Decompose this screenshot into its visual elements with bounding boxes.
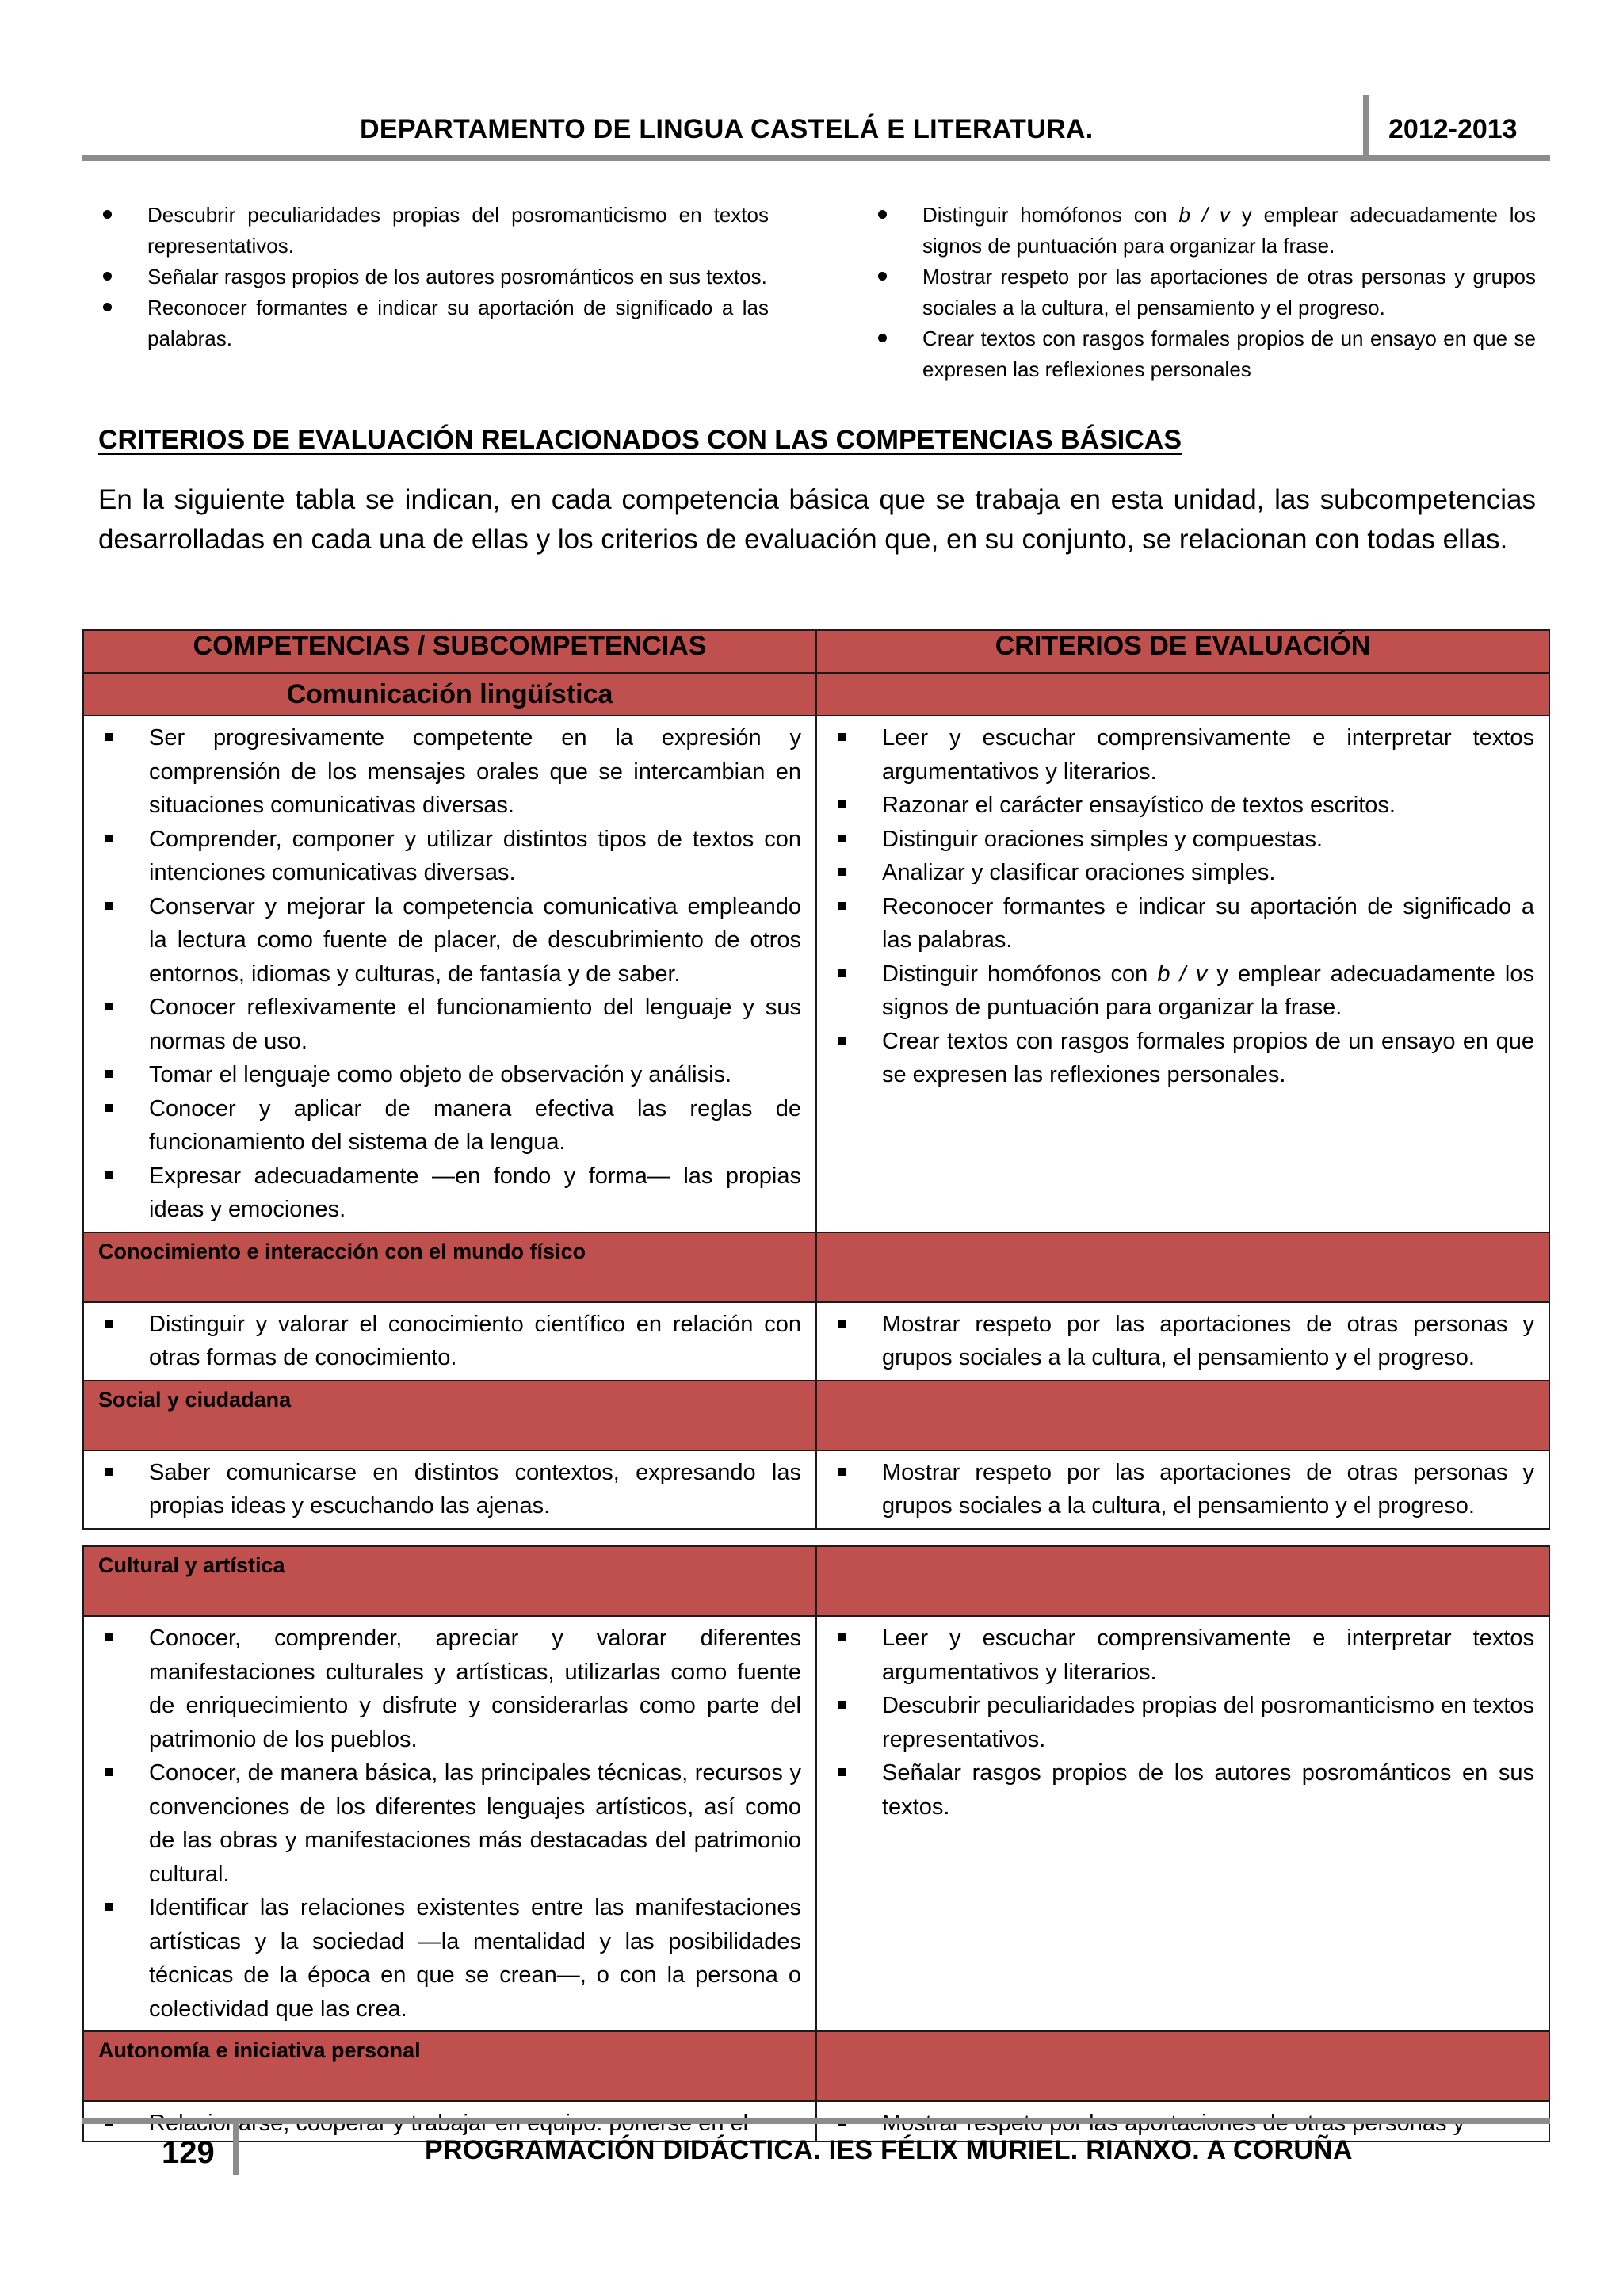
- table-row: [83, 1232, 1549, 1302]
- list-item: Saber comunicarse en distintos contextos, expresando las propias ideas y escuchando las ajenas.: [84, 1456, 801, 1523]
- table-row: [83, 2031, 1549, 2101]
- criterios-cell: [816, 716, 1549, 1232]
- list-item: Distinguir oraciones simples y compuestas.: [817, 823, 1534, 857]
- competencia-label: Comunicación lingüística: [83, 673, 816, 716]
- list-item: Reconocer formantes e indicar su aportación de significado a las palabras.: [817, 890, 1534, 957]
- department-title: DEPARTAMENTO DE LINGUA CASTELÁ E LITERATURA.: [360, 114, 1094, 144]
- table-row: [83, 1302, 1549, 1381]
- list-item: Crear textos con rasgos formales propios de un ensayo en que se expresen las reflexiones personales.: [817, 1025, 1534, 1092]
- criterios-cell: [816, 1450, 1549, 1529]
- col-header-competencias: COMPETENCIAS / SUBCOMPETENCIAS: [83, 630, 816, 673]
- list-item: Leer y escuchar comprensivamente e interpretar textos argumentativos y literarios.: [817, 1622, 1534, 1689]
- table-row: [83, 1546, 1549, 1616]
- list-item: Conocer, de manera básica, las principales técnicas, recursos y convenciones de los diferentes lenguajes artísticos, así como de las obras y manifestaciones más destacadas del patrimonio cultural.: [84, 1756, 801, 1891]
- list-item: Distinguir homófonos con b / v y emplear adecuadamente los signos de puntuación para organizar la frase.: [857, 200, 1536, 262]
- header-rule: [82, 155, 1550, 161]
- list-item: Reconocer formantes e indicar su aportación de significado a las palabras.: [82, 292, 769, 354]
- subcompetencias-cell: [83, 1616, 816, 2031]
- list-item: Tomar el lenguaje como objeto de observación y análisis.: [84, 1058, 801, 1092]
- empty-cell: [816, 2031, 1549, 2101]
- list-item: Conocer y aplicar de manera efectiva las reglas de funcionamiento del sistema de la lengua.: [84, 1092, 801, 1159]
- school-year: 2012-2013: [1388, 114, 1518, 144]
- competencias-table-continued: [82, 1545, 1550, 2142]
- list-item: Mostrar respeto por las aportaciones de otras personas y grupos sociales a la cultura, el pensamiento y el progreso.: [857, 262, 1536, 323]
- list-item: Señalar rasgos propios de los autores posrománticos en sus textos.: [82, 262, 769, 292]
- list-item: Leer y escuchar comprensivamente e interpretar textos argumentativos y literarios.: [817, 721, 1534, 789]
- section-title: CRITERIOS DE EVALUACIÓN RELACIONADOS CON LAS COMPETENCIAS BÁSICAS: [98, 425, 1182, 455]
- list-item: Distinguir homófonos con b / v y emplear adecuadamente los signos de puntuación para organizar la frase.: [817, 957, 1534, 1025]
- list-item: Ser progresivamente competente en la expresión y comprensión de los mensajes orales que se intercambian en situaciones comunicativas diversas.: [84, 721, 801, 823]
- footer-divider: [233, 2124, 239, 2175]
- list-item: Conocer reflexivamente el funcionamiento del lenguaje y sus normas de uso.: [84, 991, 801, 1058]
- subcompetencias-cell: [83, 1302, 816, 1381]
- list-item: Distinguir y valorar el conocimiento científico en relación con otras formas de conocimiento.: [84, 1308, 801, 1375]
- list-item: Descubrir peculiaridades propias del posromanticismo en textos representativos.: [82, 200, 769, 262]
- list-item: Mostrar respeto por las aportaciones de otras personas y grupos sociales a la cultura, el pensamiento y el progreso.: [817, 1456, 1534, 1523]
- competencia-label: Autonomía e iniciativa personal: [83, 2031, 816, 2101]
- competencia-label: Conocimiento e interacción con el mundo físico: [83, 1232, 816, 1302]
- table-row: [83, 1381, 1549, 1450]
- subcompetencias-cell: [83, 1450, 816, 1529]
- list-item: Razonar el carácter ensayístico de textos escritos.: [817, 789, 1534, 823]
- list-item: Identificar las relaciones existentes entre las manifestaciones artísticas y la sociedad —la mentalidad y las posibilidades técnicas de la época en que se crean—, o con la persona o colectividad que las crea.: [84, 1891, 801, 2026]
- list-item: Conservar y mejorar la competencia comunicativa empleando la lectura como fuente de placer, de descubrimiento de otros entornos, idiomas y culturas, de fantasía y de saber.: [84, 890, 801, 991]
- list-item: Crear textos con rasgos formales propios de un ensayo en que se expresen las reflexiones personales: [857, 323, 1536, 385]
- page-number: 129: [162, 2135, 215, 2170]
- intro-paragraph: En la siguiente tabla se indican, en cada competencia básica que se trabaja en esta unidad, las subcompetencias desarrolladas en cada una de ellas y los criterios de evaluación que, en su conjunto, se relacionan con todas ellas.: [98, 484, 1536, 555]
- page-header: [82, 95, 1550, 160]
- competencia-label: Cultural y artística: [83, 1546, 816, 1616]
- objectives-left-column: [82, 200, 769, 354]
- header-divider: [1363, 95, 1369, 159]
- table-row: [83, 716, 1549, 1232]
- table-header-row: [83, 630, 1549, 673]
- list-item: Mostrar respeto por las aportaciones de otras personas y grupos sociales a la cultura, el pensamiento y el progreso.: [817, 1308, 1534, 1375]
- criterios-cell: [816, 1616, 1549, 2031]
- empty-cell: [816, 673, 1549, 716]
- table-row: [83, 1450, 1549, 1529]
- subcompetencias-cell: [83, 716, 816, 1232]
- footer-rule: [82, 2118, 1550, 2124]
- col-header-criterios: CRITERIOS DE EVALUACIÓN: [816, 630, 1549, 673]
- empty-cell: [816, 1232, 1549, 1302]
- list-item: Comprender, componer y utilizar distintos tipos de textos con intenciones comunicativas diversas.: [84, 823, 801, 890]
- competencia-label: Social y ciudadana: [83, 1381, 816, 1450]
- table-row: [83, 673, 1549, 716]
- footer-text: PROGRAMACIÓN DIDÁCTICA. IES FÉLIX MURIEL. RIANXO. A CORUÑA: [425, 2135, 1353, 2165]
- list-item: Descubrir peculiaridades propias del posromanticismo en textos representativos.: [817, 1689, 1534, 1756]
- competencias-table: [82, 629, 1550, 1530]
- objectives-right-column: [857, 200, 1536, 385]
- criterios-cell: [816, 1302, 1549, 1381]
- table-row: [83, 1616, 1549, 2031]
- list-item: Analizar y clasificar oraciones simples.: [817, 856, 1534, 890]
- empty-cell: [816, 1546, 1549, 1616]
- list-item: Conocer, comprender, apreciar y valorar diferentes manifestaciones culturales y artísticas, utilizarlas como fuente de enriquecimiento y disfrute y considerarlas como parte del patrimonio de los pueblos.: [84, 1622, 801, 1756]
- list-item: Expresar adecuadamente —en fondo y forma— las propias ideas y emociones.: [84, 1159, 801, 1227]
- empty-cell: [816, 1381, 1549, 1450]
- list-item: Señalar rasgos propios de los autores posrománticos en sus textos.: [817, 1756, 1534, 1824]
